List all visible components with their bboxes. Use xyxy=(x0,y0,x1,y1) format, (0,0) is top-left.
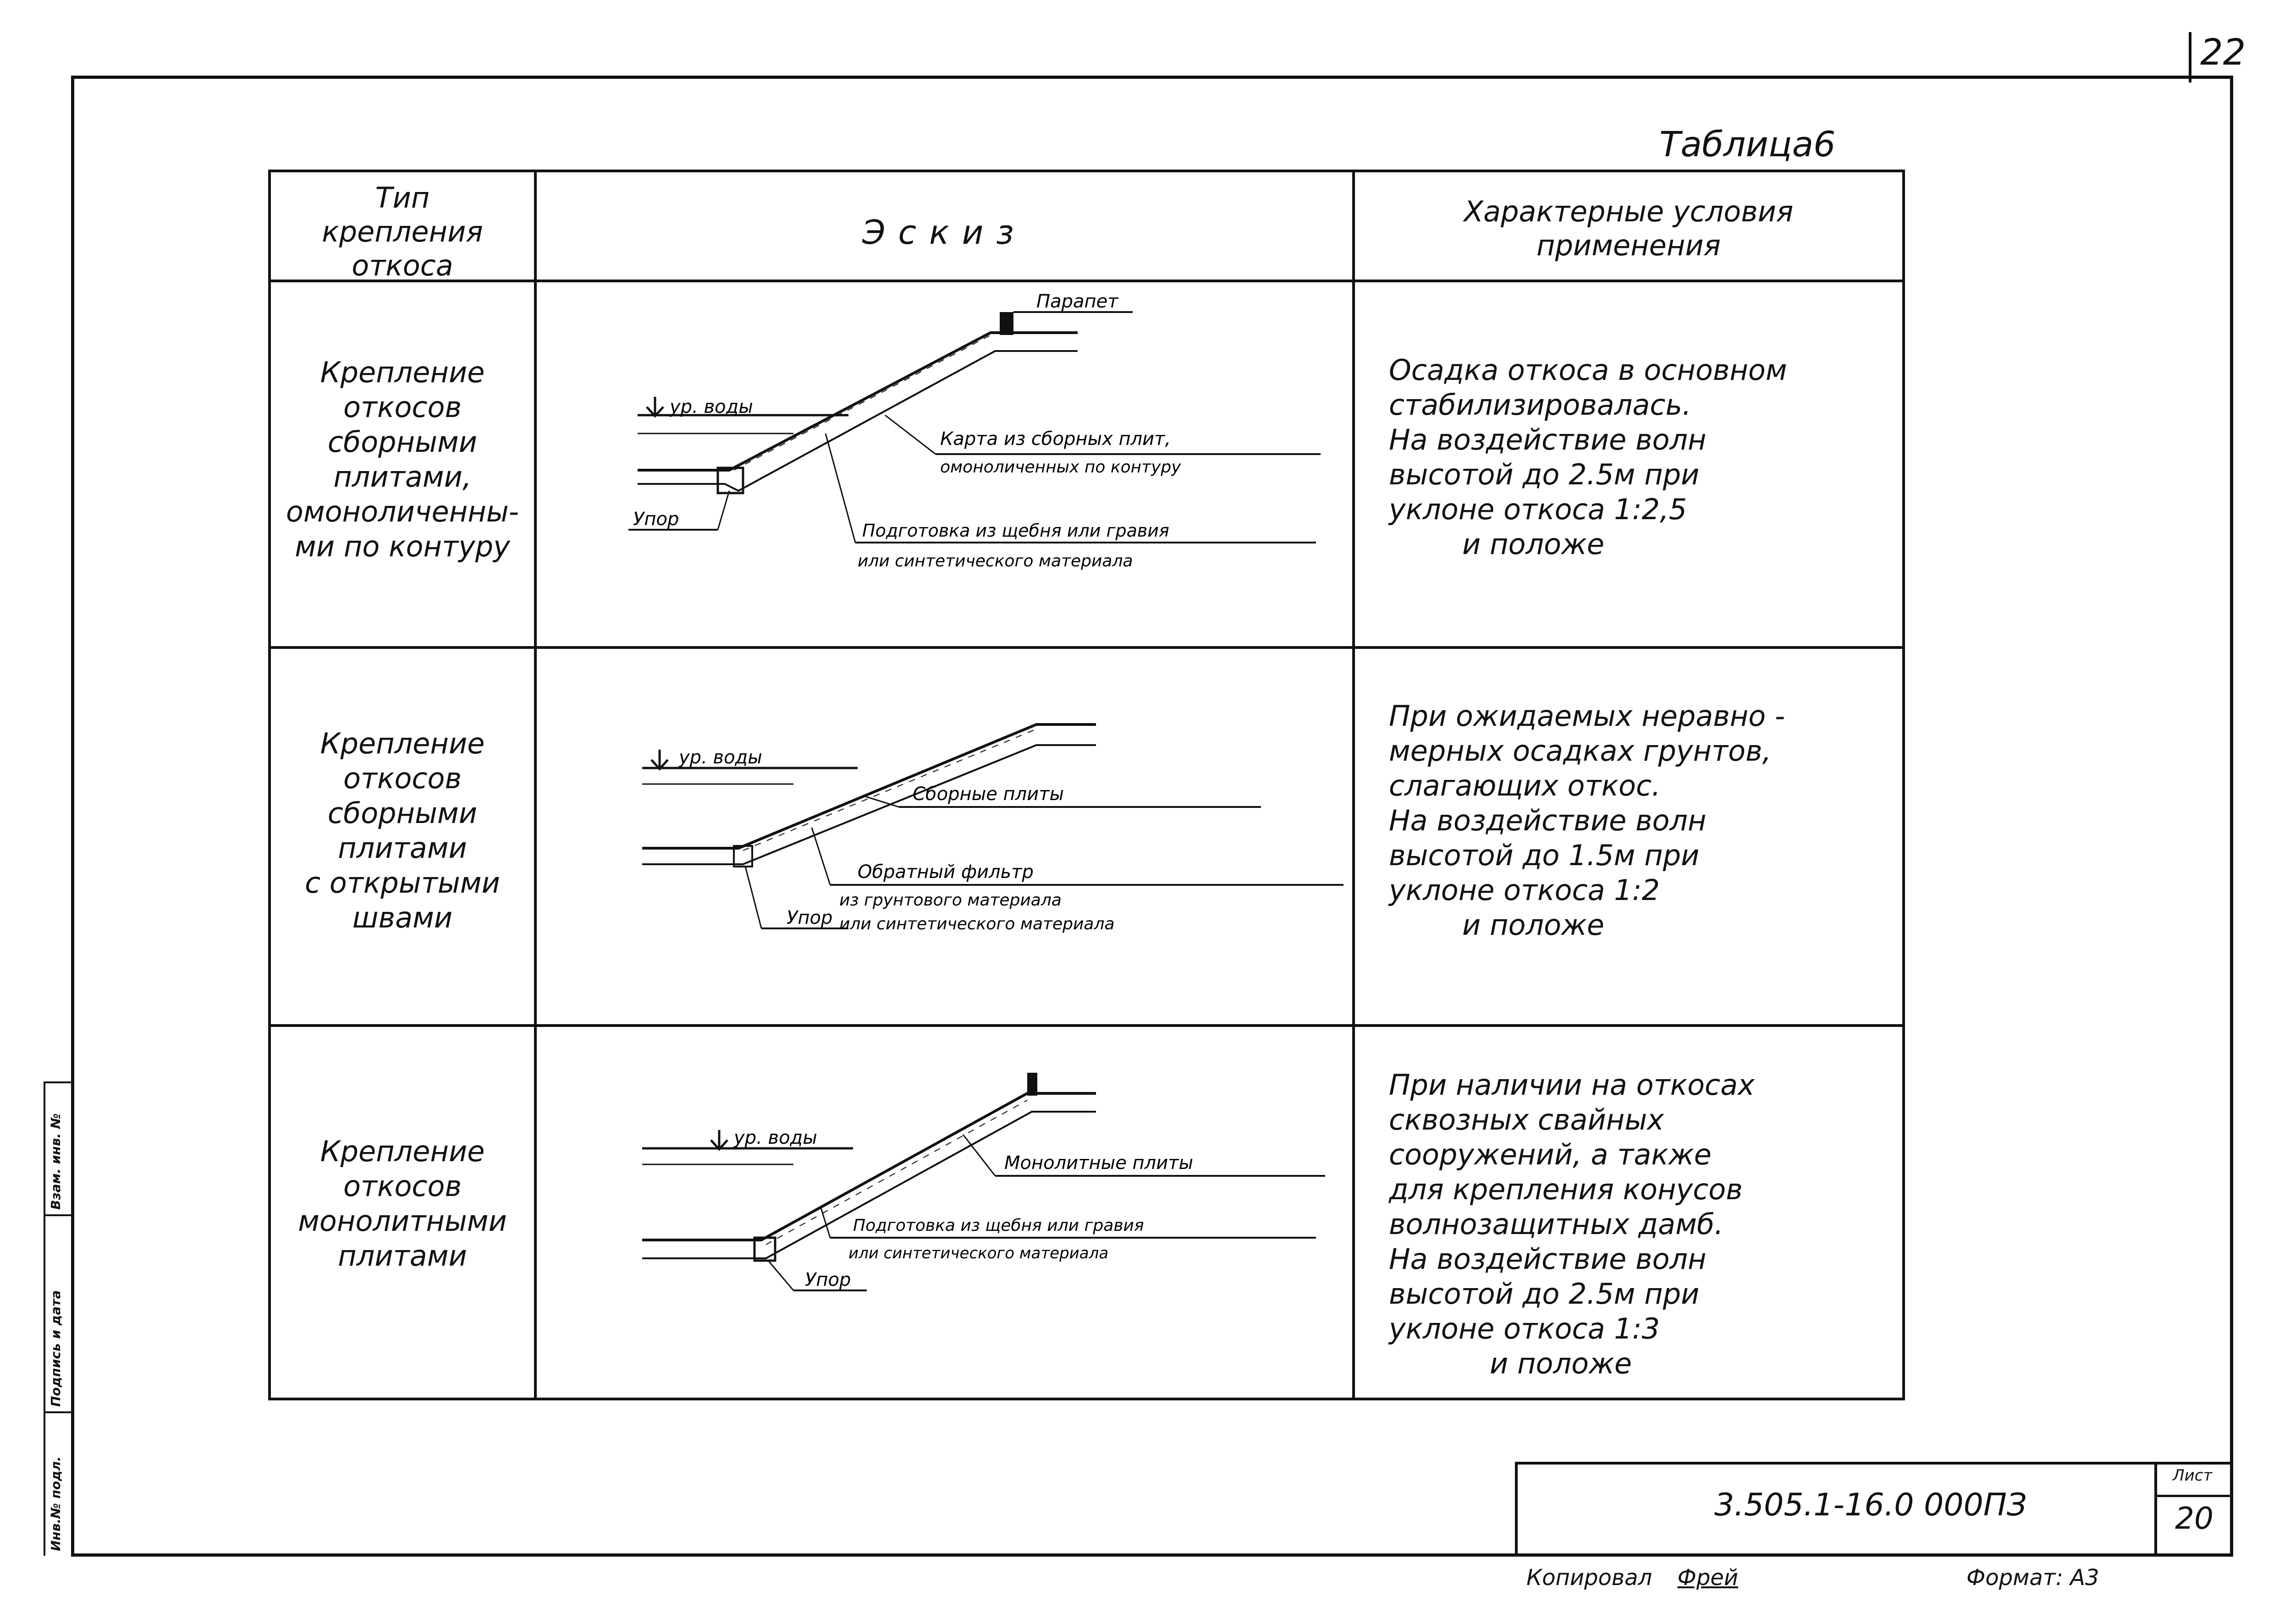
row3-slope-bottom xyxy=(642,1112,1096,1258)
title-block-sheet-value: 20 xyxy=(2175,1501,2213,1536)
row1-label-plates: омоноличенных по контуру xyxy=(940,458,1181,477)
title-block-doc-code: 3.505.1-16.0 000ПЗ xyxy=(1714,1487,2027,1523)
row1-leader-plates xyxy=(885,415,936,454)
header-conditions-line: применения xyxy=(1536,229,1721,262)
row2-label-base: из грунтового материала xyxy=(839,891,1062,910)
header-type xyxy=(271,181,534,283)
row2-condition-line: На воздействие волн xyxy=(1389,804,1707,837)
row1-label-base: или синтетического материала xyxy=(858,552,1133,571)
table-border-bottom xyxy=(268,1398,1905,1400)
footer-copied-label: Копировал xyxy=(1526,1565,1652,1591)
row2-water-level-arrow-icon xyxy=(651,750,668,769)
row2-condition-line: уклоне откоса 1:2 xyxy=(1389,873,1660,907)
row1-label-base: Подготовка из щебня или гравия xyxy=(862,521,1169,541)
row3-condition-line: сооружений, а также xyxy=(1389,1138,1712,1171)
footer-format: Формат: А3 xyxy=(1966,1565,2099,1591)
row1-label-plates: Карта из сборных плит, xyxy=(940,428,1171,450)
row2-sketch xyxy=(537,649,1352,1024)
table-border-top xyxy=(268,170,1905,172)
row1-condition-line: Осадка откоса в основном xyxy=(1389,353,1787,387)
table-col-divider-2 xyxy=(1352,170,1355,1400)
row1-type-line: плитами, xyxy=(333,460,472,494)
row3-label-base: Подготовка из щебня или гравия xyxy=(853,1216,1144,1235)
row1-water-level-arrow-icon xyxy=(647,397,663,416)
row3-label-plates: Монолитные плиты xyxy=(1004,1152,1194,1174)
row1-condition-line: уклоне откоса 1:2,5 xyxy=(1389,493,1687,526)
row3-type-line: плитами xyxy=(338,1239,467,1273)
row1-condition-line: и положе xyxy=(1462,527,1605,561)
row3-condition-line: и положе xyxy=(1490,1347,1632,1380)
row2-leader-stop-arm xyxy=(745,867,761,928)
row2-condition-line: и положе xyxy=(1462,908,1605,942)
row2-type-line: Крепление xyxy=(320,727,485,760)
row1-type-line: омоноличенны- xyxy=(286,495,519,528)
side-stamp-line xyxy=(44,1411,71,1413)
row3-condition-line: При наличии на откосах xyxy=(1389,1068,1755,1102)
header-conditions xyxy=(1355,195,1902,263)
frame-bottom xyxy=(71,1553,2233,1557)
row3-label-stop: Упор xyxy=(805,1269,851,1290)
row2-type-line: откосов xyxy=(343,762,462,795)
row1-parapet-block xyxy=(1000,312,1013,335)
title-block-top xyxy=(1515,1462,2231,1465)
row2-type-line: швами xyxy=(352,901,453,934)
header-type-line: Тип xyxy=(375,181,430,214)
row3-type xyxy=(271,1134,534,1273)
table-caption: Таблица6 xyxy=(1659,124,1836,165)
title-block-divider xyxy=(2154,1462,2157,1556)
row1-label-stop: Упор xyxy=(633,509,679,530)
row3-type-line: Крепление xyxy=(320,1135,485,1168)
side-stamp-cell-1: Инв.№ подл. xyxy=(48,1456,63,1551)
row1-type-line: ми по контуру xyxy=(295,530,510,563)
side-stamp-cell-3: Взам. инв. № xyxy=(48,1113,63,1210)
footer-copied xyxy=(1526,1565,1738,1591)
row1-sketch xyxy=(537,282,1352,646)
header-type-line: крепления xyxy=(322,215,483,248)
row1-leader-stop-arm xyxy=(718,491,729,530)
row2-condition-line: высотой до 1.5м при xyxy=(1389,839,1700,872)
row2-label-base: или синтетического материала xyxy=(839,915,1115,933)
row3-sketch xyxy=(537,1027,1352,1398)
row3-water-level-arrow-icon xyxy=(711,1130,727,1149)
row3-conditions xyxy=(1389,1068,1755,1381)
row2-label-stop: Упор xyxy=(787,907,833,928)
row1-type-line: сборными xyxy=(327,425,478,459)
row3-condition-line: На воздействие волн xyxy=(1389,1242,1707,1276)
frame-top xyxy=(71,76,2232,79)
row3-type-line: откосов xyxy=(343,1169,462,1203)
row3-condition-line: высотой до 2.5м при xyxy=(1389,1277,1700,1311)
side-stamp-line xyxy=(44,1081,45,1556)
side-stamp-cell-2: Подпись и дата xyxy=(48,1290,63,1407)
row2-leader-plates xyxy=(862,796,899,807)
row2-label-water-level: ур. воды xyxy=(679,747,762,768)
row2-label-plates: Сборные плиты xyxy=(913,784,1064,805)
table-border-right xyxy=(1902,170,1905,1400)
row1-label-parapet: Парапет xyxy=(1036,291,1118,312)
row2-conditions xyxy=(1389,699,1785,943)
row3-type-line: монолитными xyxy=(298,1204,507,1238)
row2-condition-line: слагающих откос. xyxy=(1389,769,1661,802)
row3-label-base: или синтетического материала xyxy=(848,1244,1109,1262)
row3-label-water-level: ур. воды xyxy=(734,1127,817,1148)
sheet-number: 22 xyxy=(2200,32,2246,73)
header-conditions-line: Характерные условия xyxy=(1464,195,1794,228)
row2-type xyxy=(271,726,534,935)
title-block-sheet-divider xyxy=(2154,1495,2231,1497)
row1-label-water-level: ур. воды xyxy=(670,396,753,417)
row3-condition-line: сквозных свайных xyxy=(1389,1103,1664,1136)
side-stamp-line xyxy=(44,1214,71,1216)
row1-stop-block xyxy=(718,468,743,493)
row1-conditions xyxy=(1389,353,1787,562)
row3-condition-line: уклоне откоса 1:3 xyxy=(1389,1312,1660,1345)
header-sketch: Эскиз xyxy=(862,213,1027,252)
row2-condition-line: мерных осадках грунтов, xyxy=(1389,734,1772,768)
row1-condition-line: На воздействие волн xyxy=(1389,423,1707,456)
title-block-left xyxy=(1515,1462,1518,1556)
row3-parapet-block xyxy=(1027,1073,1037,1096)
header-type-line: откоса xyxy=(352,249,453,282)
row2-type-line: сборными xyxy=(327,796,478,830)
row2-type-line: с открытыми xyxy=(305,866,500,900)
row1-plate-hatch xyxy=(734,333,995,470)
row3-condition-line: волнозащитных дамб. xyxy=(1389,1207,1723,1241)
row1-condition-line: стабилизировалась. xyxy=(1389,388,1691,422)
row1-type xyxy=(271,355,534,564)
row1-type-line: Крепление xyxy=(320,356,485,389)
row2-condition-line: При ожидаемых неравно - xyxy=(1389,699,1785,733)
row3-leader-stop-arm xyxy=(768,1261,793,1290)
row1-type-line: откосов xyxy=(343,390,462,424)
row2-leader-base xyxy=(812,828,830,885)
title-block-sheet-label: Лист xyxy=(2173,1466,2213,1485)
row2-label-base: Обратный фильтр xyxy=(858,861,1034,883)
row3-condition-line: для крепления конусов xyxy=(1389,1173,1743,1206)
sheet-number-divider xyxy=(2189,32,2191,82)
footer-copied-by: Фрей xyxy=(1677,1565,1739,1591)
frame-right xyxy=(2230,76,2233,1556)
row1-condition-line: высотой до 2.5м при xyxy=(1389,458,1700,491)
row2-type-line: плитами xyxy=(338,831,467,865)
row1-leader-base xyxy=(826,433,855,543)
side-stamp-line xyxy=(44,1081,71,1083)
frame-left xyxy=(71,76,74,1556)
